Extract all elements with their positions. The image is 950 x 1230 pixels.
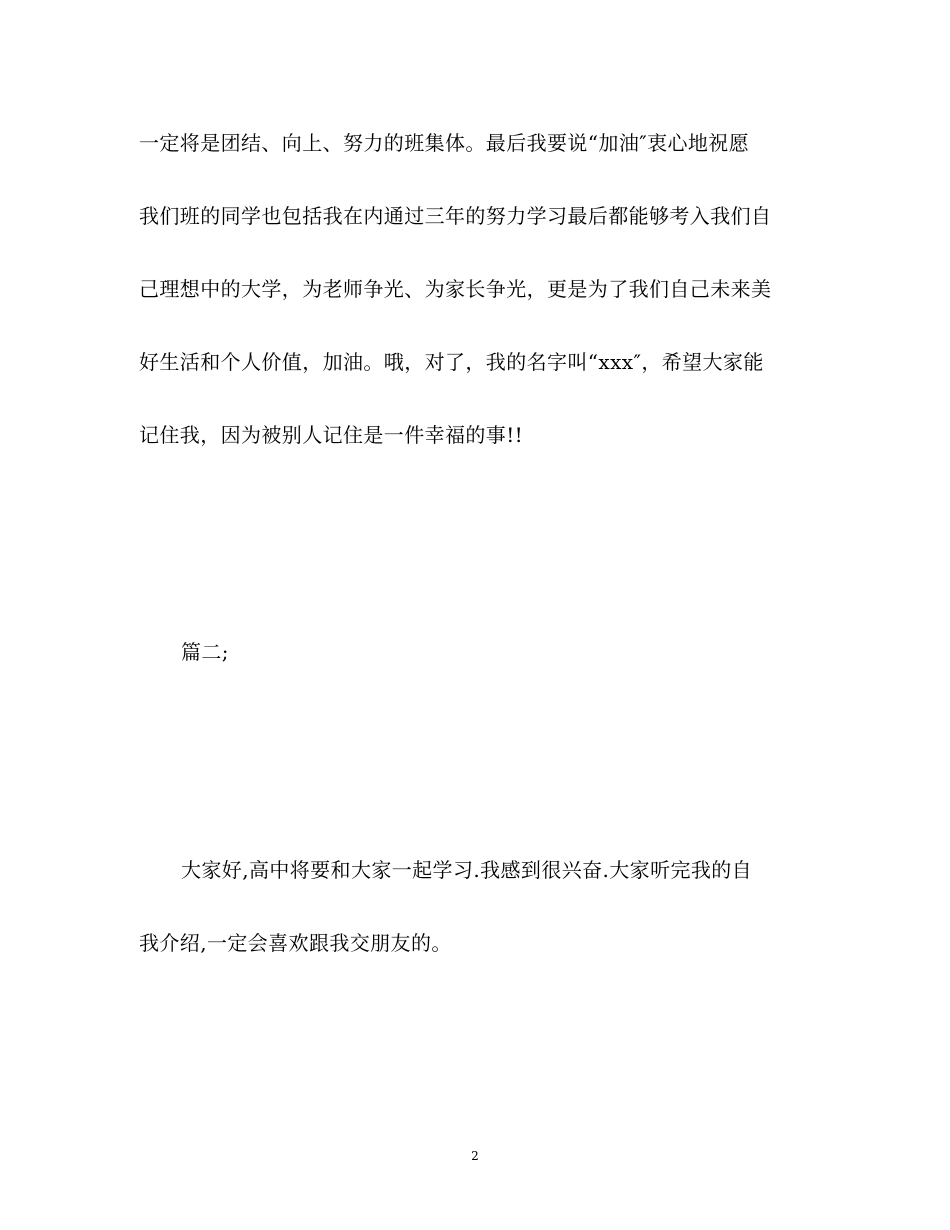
- paragraph-line: 己理想中的大学，为老师争光、为家长争光，更是为了我们自己未来美: [139, 277, 772, 301]
- paragraph-line: 记住我，因为被别人记住是一件幸福的事!!: [139, 423, 524, 447]
- page-number: 2: [471, 1149, 479, 1163]
- paragraph-line: 好生活和个人价值，加油。哦，对了，我的名字叫“xxx″，希望大家能: [139, 350, 764, 374]
- paragraph-line: 我们班的同学也包括我在内通过三年的努力学习最后都能够考入我们自: [139, 204, 772, 228]
- paragraph-line: 一定将是团结、向上、努力的班集体。最后我要说“加油″衷心地祝愿: [139, 131, 750, 155]
- paragraph-line: 我介绍,一定会喜欢跟我交朋友的。: [139, 931, 452, 955]
- paragraph-line: 大家好,高中将要和大家一起学习.我感到很兴奋.大家听完我的自: [181, 858, 753, 882]
- section-heading: 篇二;: [181, 640, 229, 664]
